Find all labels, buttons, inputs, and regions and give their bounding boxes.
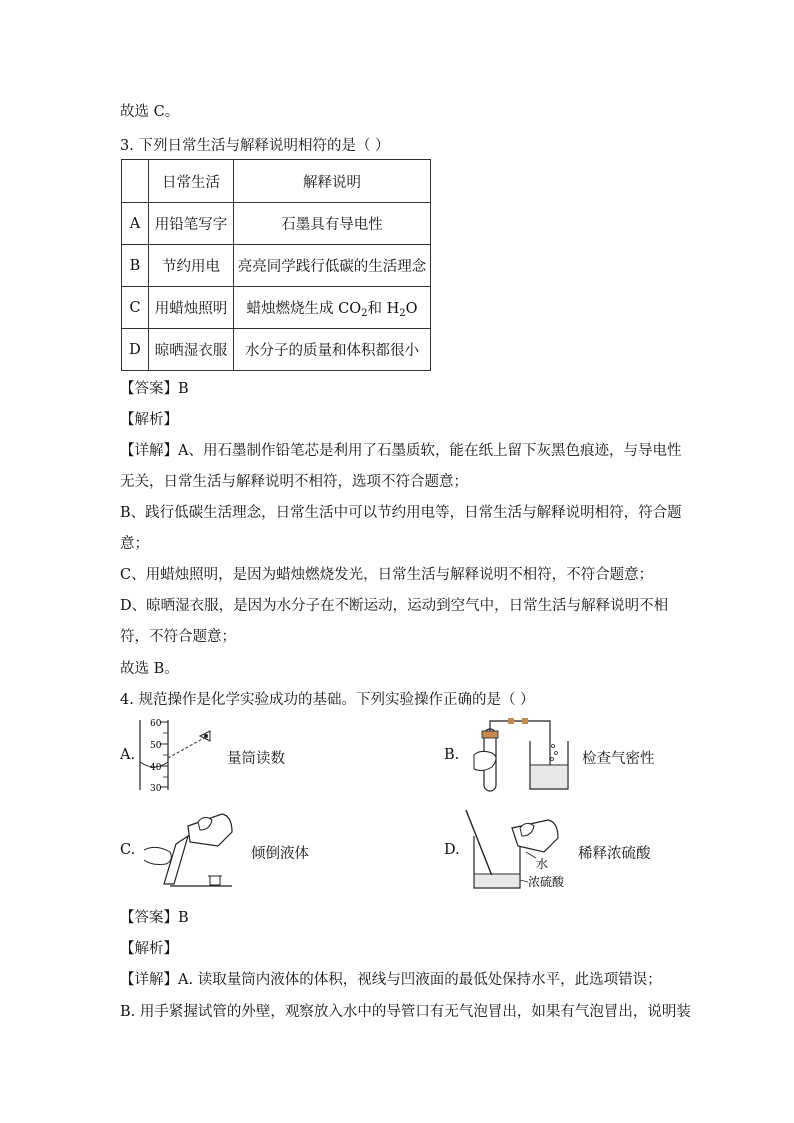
- table-header-cell: 解释说明: [234, 160, 431, 203]
- q4-answer: 【答案】B: [120, 910, 189, 926]
- diluting-acid-figure: [462, 808, 572, 894]
- tick-label: 60: [150, 719, 162, 729]
- q3-detail-line: D、晾晒湿衣服，是因为水分子在不断运动，运动到空气中，日常生活与解释说明不相: [120, 598, 669, 614]
- label-water: 水: [536, 857, 549, 871]
- table-header-cell: 日常生活: [149, 160, 234, 203]
- row-life: 节约用电: [149, 245, 234, 287]
- q3-detail-line: 符，不符合题意；: [120, 629, 236, 645]
- explain-part: O: [405, 300, 418, 317]
- table-row: [122, 245, 431, 287]
- q3-answer: 【答案】B: [120, 381, 189, 397]
- row-explain: 石墨具有导电性: [234, 203, 431, 245]
- q3-detail-line: 无关，日常生活与解释说明不相符，选项不符合题意；: [120, 474, 468, 490]
- subscript: 2: [361, 307, 368, 319]
- row-life: 晾晒湿衣服: [149, 329, 234, 371]
- option-a-letter: A.: [120, 747, 136, 763]
- q3-detail-line: C、用蜡烛照明，是因为蜡烛燃烧发光，日常生活与解释说明不相符，不符合题意；: [120, 567, 654, 583]
- option-d-caption: 稀释浓硫酸: [578, 846, 651, 862]
- row-explain: 水分子的质量和体积都很小: [234, 329, 431, 371]
- q2-conclusion: 故选 C。: [120, 104, 180, 120]
- q3-detail-line: 【详解】A、用石墨制作铅笔芯是利用了石墨质软，能在纸上留下灰黑色痕迹，与导电性: [120, 443, 682, 459]
- row-letter: B: [122, 245, 149, 287]
- option-c-letter: C.: [120, 842, 136, 858]
- q3-table: [121, 159, 431, 371]
- tick-label: 40: [150, 763, 162, 773]
- graduated-cylinder-figure: [138, 716, 218, 794]
- option-b-letter: B.: [444, 747, 460, 763]
- table-header-cell: [122, 160, 149, 203]
- tick-label: 50: [150, 741, 162, 751]
- q4-detail-line: 【详解】A. 读取量筒内液体的体积，视线与凹液面的最低处保持水平，此选项错误；: [120, 972, 662, 988]
- q4-detail-line: B. 用手紧握试管的外壁，观察放入水中的导管口有无气泡冒出，如果有气泡冒出，说明装: [120, 1004, 691, 1020]
- row-letter: A: [122, 203, 149, 245]
- table-row: [122, 329, 431, 371]
- pouring-liquid-figure: [140, 806, 236, 892]
- row-explain: [234, 287, 431, 329]
- row-letter: D: [122, 329, 149, 371]
- row-explain: 亮亮同学践行低碳的生活理念: [234, 245, 431, 287]
- explain-part: 和 H: [367, 300, 400, 317]
- q3-conclusion: 故选 B。: [120, 661, 179, 677]
- q3-stem: 3. 下列日常生活与解释说明相符的是（ ）: [120, 138, 390, 154]
- table-header-row: [122, 160, 431, 203]
- option-b-caption: 检查气密性: [582, 751, 655, 767]
- option-a-caption: 量筒读数: [227, 751, 285, 767]
- q3-detail-line: 意；: [120, 536, 149, 552]
- airtightness-check-figure: [470, 715, 570, 797]
- q3-detail-line: B、践行低碳生活理念，日常生活中可以节约用电等，日常生活与解释说明相符，符合题: [120, 505, 682, 521]
- row-letter: C: [122, 287, 149, 329]
- row-life: 用铅笔写字: [149, 203, 234, 245]
- q3-analysis-label: 【解析】: [120, 412, 178, 428]
- label-acid: 浓硫酸: [528, 875, 565, 889]
- row-life: 用蜡烛照明: [149, 287, 234, 329]
- option-d-letter: D.: [444, 842, 460, 858]
- table-row: [122, 203, 431, 245]
- subscript: 2: [399, 307, 406, 319]
- q4-stem: 4. 规范操作是化学实验成功的基础。下列实验操作正确的是（ ）: [120, 692, 535, 708]
- q4-analysis-label: 【解析】: [120, 941, 178, 957]
- tick-label: 30: [150, 784, 162, 794]
- option-c-caption: 倾倒液体: [251, 846, 309, 862]
- table-row: [122, 287, 431, 329]
- explain-part: 蜡烛燃烧生成 CO: [246, 300, 362, 317]
